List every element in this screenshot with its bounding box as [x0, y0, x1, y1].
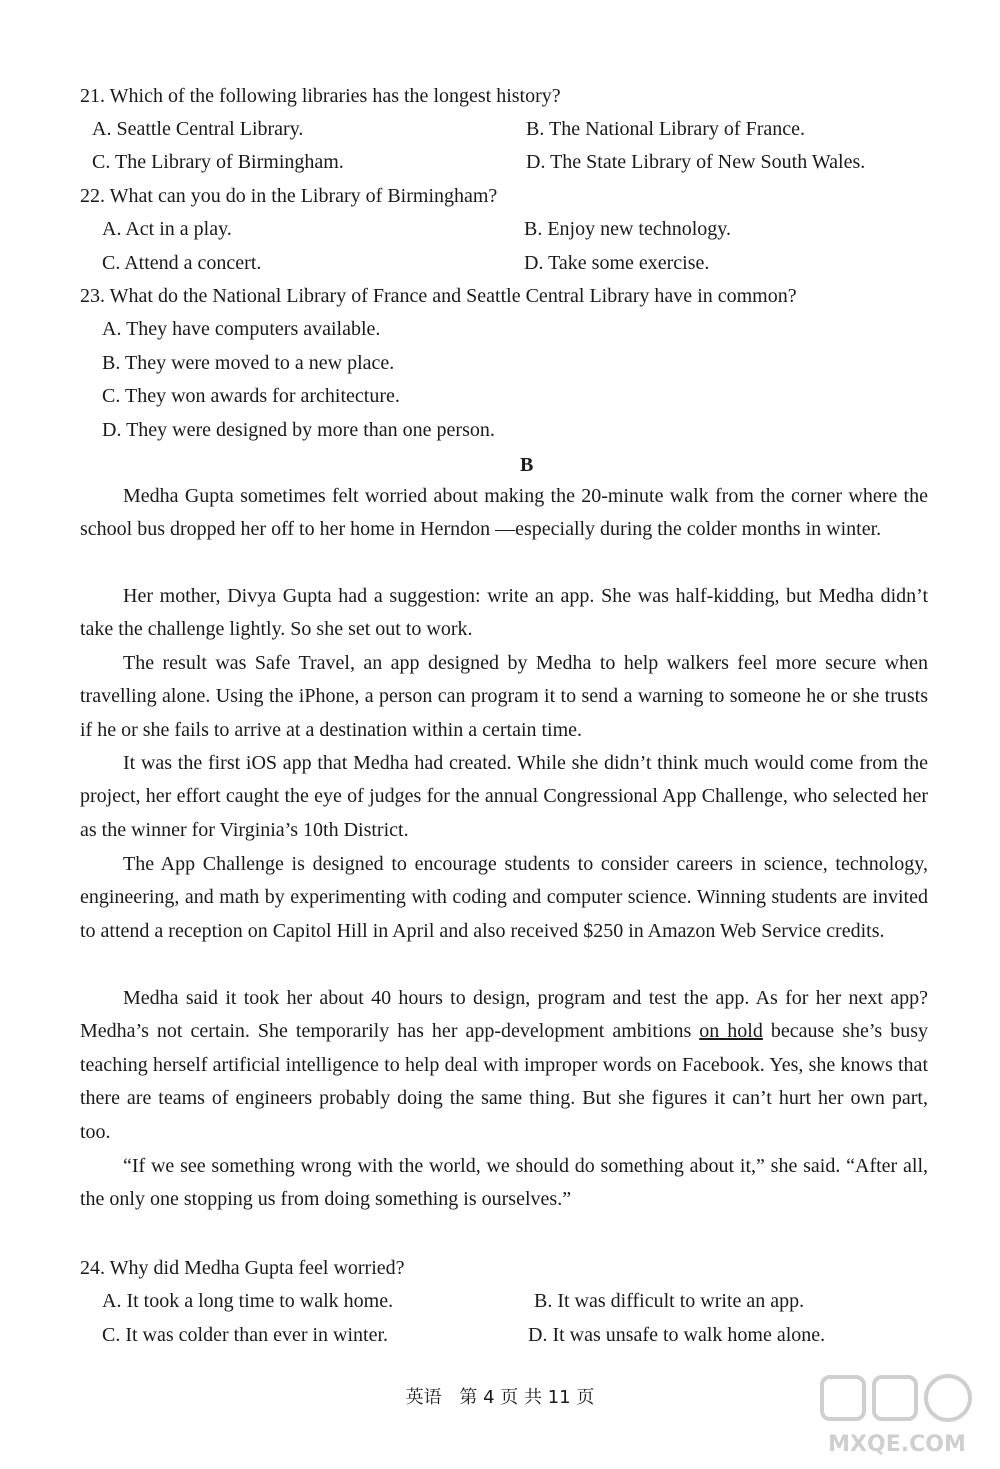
paragraph-6-text-start: Medha said it took her about 40 hours to design, program and test the app. As for her next app? Medha’s not certain. She temporarily has her app-development ambitions [80, 987, 928, 1043]
watermark [812, 1371, 982, 1461]
passage-paragraph-3: The result was Safe Travel, an app designed by Medha to help walkers feel more secure when travelling alone. Using the iPhone, a person can program it to send a warning to someone he or she trusts if he or she fails to arrive at a destination within a certain time. [80, 652, 928, 741]
passage-paragraph-5: The App Challenge is designed to encourage students to consider careers in science, technology, engineering, and math by experimenting with coding and computer science. Winning students are invited to attend a reception on Capitol Hill in April and also received $250 in Amazon Web Service credits. [80, 853, 928, 942]
watermark-text: MXQE.COM [828, 1432, 966, 1457]
footer-page-number: 第 4 页 共 11 页 [459, 1387, 595, 1408]
question-22-option-d: D. Take some exercise. [524, 252, 710, 274]
footer-subject: 英语 [405, 1387, 442, 1408]
passage-paragraph-4: It was the first iOS app that Medha had created. While she didn’t think much would come from the project, her effort caught the eye of judges for the annual Congressional App Challenge, who selected her as the winner for Virginia’s 10th District. [80, 752, 928, 841]
passage-paragraph-6 [80, 982, 928, 1149]
question-21-option-a: A. Seattle Central Library. [92, 118, 304, 140]
question-24-option-c: C. It was colder than ever in winter. [102, 1324, 389, 1346]
answer-logo-icon [812, 1371, 982, 1461]
question-24-option-a: A. It took a long time to walk home. [102, 1290, 394, 1312]
passage-paragraph-7: “If we see something wrong with the world, we should do something about it,” she said. “After all, the only one stopping us from doing something is ourselves.” [80, 1155, 928, 1211]
question-22-option-c: C. Attend a concert. [102, 252, 262, 274]
question-23-option-b: B. They were moved to a new place. [102, 352, 395, 374]
question-21-option-b: B. The National Library of France. [526, 118, 805, 140]
underlined-phrase: on hold [699, 1020, 763, 1043]
question-24-option-b: B. It was difficult to write an app. [534, 1290, 805, 1312]
paragraph-6-text-end: because she’s busy teaching herself artificial intelligence to help deal with improper words on Facebook. Yes, she knows that there are teams of engineers probably doing the same thing. But she figures it can’t hurt her own part, too. [80, 1020, 929, 1143]
question-22-stem: 22. What can you do in the Library of Birmingham? [80, 185, 498, 207]
question-22-option-b: B. Enjoy new technology. [524, 218, 732, 240]
question-24-option-d: D. It was unsafe to walk home alone. [528, 1324, 826, 1346]
question-23-option-d: D. They were designed by more than one person. [102, 419, 495, 441]
question-21-option-c: C. The Library of Birmingham. [92, 151, 344, 173]
passage-paragraph-2: Her mother, Divya Gupta had a suggestion: write an app. She was half-kidding, but Medha didn’t take the challenge lightly. So she set out to work. [80, 585, 928, 641]
section-heading-b: B [520, 454, 534, 476]
question-23-stem: 23. What do the National Library of France and Seattle Central Library have in common? [80, 285, 797, 307]
passage-paragraph-1: Medha Gupta sometimes felt worried about making the 20-minute walk from the corner where the school bus dropped her off to her home in Herndon —especially during the colder months in winter. [80, 485, 928, 541]
question-24-stem: 24. Why did Medha Gupta feel worried? [80, 1257, 405, 1279]
question-23-option-c: C. They won awards for architecture. [102, 385, 400, 407]
question-21-option-d: D. The State Library of New South Wales. [526, 151, 866, 173]
question-22-option-a: A. Act in a play. [102, 218, 232, 240]
question-23-option-a: A. They have computers available. [102, 318, 381, 340]
question-21-stem: 21. Which of the following libraries has the longest history? [80, 85, 561, 107]
